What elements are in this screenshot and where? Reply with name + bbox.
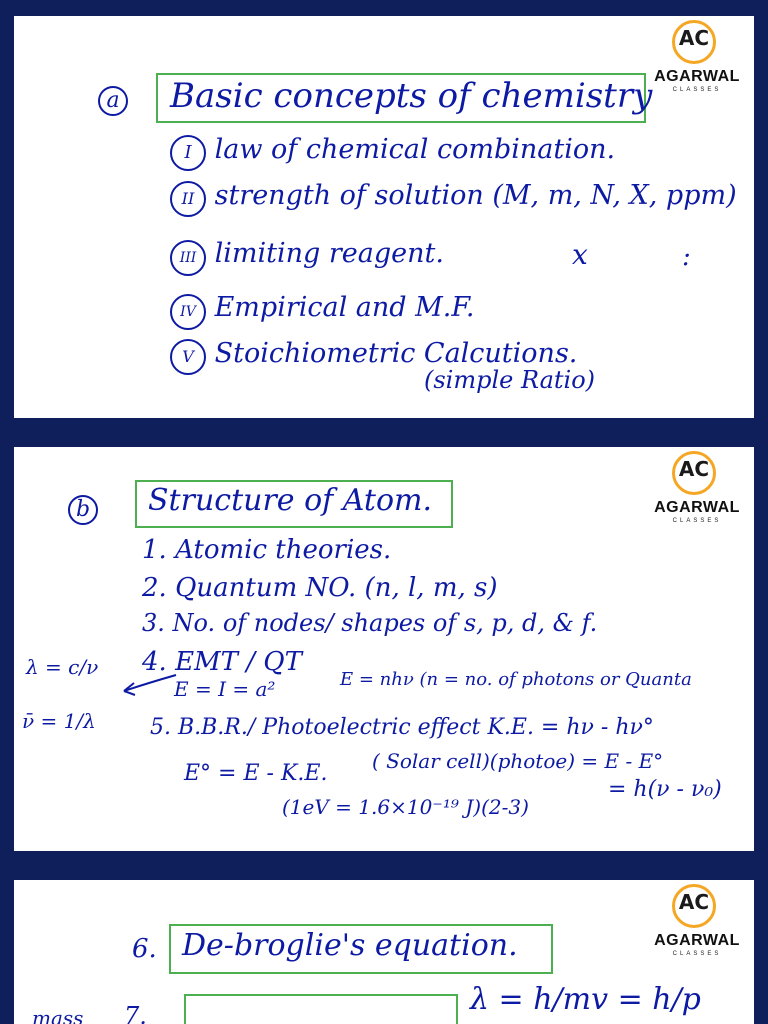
cross-mark: x <box>572 238 588 271</box>
simple-ratio-note: (simple Ratio) <box>424 366 596 394</box>
line-5c: = h(ν - ν₀) <box>608 777 722 802</box>
logo-brand: AGARWAL <box>654 932 740 949</box>
line-6-num: 6. <box>132 934 157 964</box>
slide-1 <box>14 16 754 418</box>
agarwal-logo <box>642 20 752 100</box>
line-5: 5. B.B.R./ Photoelectric effect K.E. = hν - hν° <box>150 715 654 740</box>
logo-monogram: AC <box>678 890 710 914</box>
logo-sub: CLASSES <box>672 87 722 93</box>
line-2: 2. Quantum NO. (n, l, m, s) <box>142 573 498 603</box>
line-7-num: 7. <box>124 1002 147 1024</box>
slide-2 <box>14 447 754 851</box>
agarwal-logo <box>642 884 752 964</box>
item-1: I law of chemical combination. <box>170 134 615 171</box>
slide3-title: De-broglie's equation. <box>182 928 518 963</box>
partial-box <box>184 994 458 1024</box>
item-3: III limiting reagent. <box>170 238 444 276</box>
arrow-icon <box>118 669 178 699</box>
line-1: 1. Atomic theories. <box>142 535 392 565</box>
logo-monogram: AC <box>678 457 710 481</box>
item-2: II strength of solution (M, m, N, X, ppm) <box>170 180 737 217</box>
slide2-title: Structure of Atom. <box>148 483 433 518</box>
logo-sub: CLASSES <box>672 518 722 524</box>
slide-3 <box>14 880 754 1024</box>
line-4: 4. EMT / QT <box>142 647 302 677</box>
colon-mark: : <box>682 242 691 272</box>
logo-sub: CLASSES <box>672 951 722 957</box>
item-4: IV Empirical and M.F. <box>170 292 475 330</box>
line-5a: ( Solar cell)(photoe) = E - E° <box>372 749 664 773</box>
line-3: 3. No. of nodes/ shapes of s, p, d, & f. <box>142 609 598 637</box>
debroglie-eq: λ = h/mv = h/p <box>470 982 701 1017</box>
logo-brand: AGARWAL <box>654 68 740 85</box>
logo-brand: AGARWAL <box>654 499 740 516</box>
line-4b: E = nhν (n = no. of photons or Quanta <box>340 669 692 690</box>
side-eq-2: ν̄ = 1/λ <box>22 709 96 733</box>
logo-monogram: AC <box>678 26 710 50</box>
side-eq-1: λ = c/ν <box>26 655 99 679</box>
section-marker-a: a <box>98 86 128 116</box>
section-marker-b: b <box>68 495 98 525</box>
mass-label: mass <box>32 1006 84 1024</box>
line-5b: E° = E - K.E. <box>184 761 328 786</box>
line-5d: (1eV = 1.6×10⁻¹⁹ J)(2-3) <box>282 795 529 819</box>
item-5: V Stoichiometric Calcutions. <box>170 338 577 375</box>
line-4a: E = I = a² <box>174 677 276 701</box>
slide1-title: Basic concepts of chemistry <box>170 76 653 116</box>
agarwal-logo <box>642 451 752 531</box>
